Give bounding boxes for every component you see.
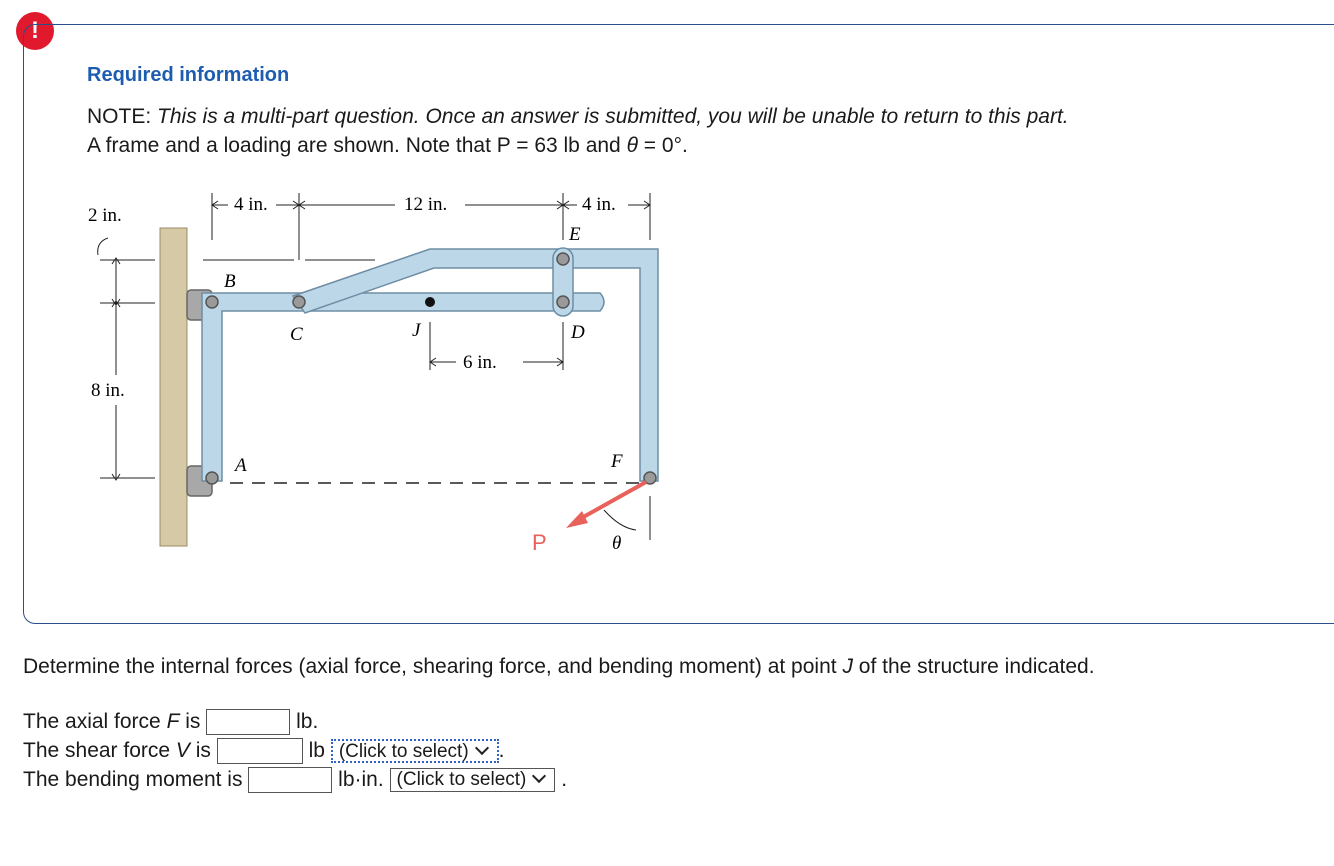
label-a: A bbox=[235, 455, 247, 476]
pin-a bbox=[206, 472, 218, 484]
pin-c bbox=[293, 296, 305, 308]
moment-unit: lb·in. bbox=[338, 768, 384, 791]
desc-theta: θ bbox=[626, 134, 638, 157]
shear-force-row bbox=[23, 737, 505, 765]
moment-direction-select[interactable] bbox=[390, 768, 556, 792]
chevron-down-icon bbox=[475, 741, 489, 755]
bending-moment-row bbox=[23, 766, 567, 794]
dim-2in: 2 in. bbox=[88, 205, 122, 226]
pin-e bbox=[557, 253, 569, 265]
question-point: J bbox=[842, 655, 853, 678]
load-arrow-p bbox=[578, 482, 646, 520]
moment-period: . bbox=[561, 768, 568, 791]
shear-symbol: V bbox=[175, 739, 190, 762]
note-label: NOTE: bbox=[87, 105, 152, 128]
bending-moment-input[interactable] bbox=[248, 767, 332, 793]
note-body: This is a multi-part question. Once an answer is submitted, you will be unable to return to this part. bbox=[157, 105, 1069, 128]
note-text bbox=[87, 105, 1069, 129]
question-prefix: Determine the internal forces (axial force, shearing force, and bending moment) at point bbox=[23, 655, 843, 678]
wall-support bbox=[160, 228, 187, 546]
dim-4in-right: 4 in. bbox=[582, 194, 616, 215]
label-c: C bbox=[290, 324, 303, 345]
dim-4in-left: 4 in. bbox=[234, 194, 268, 215]
shear-label-a: The shear force bbox=[23, 739, 176, 762]
desc-prefix: A frame and a loading are shown. Note that P = 63 lb and bbox=[87, 134, 627, 157]
shear-unit: lb bbox=[308, 739, 325, 762]
pin-d bbox=[557, 296, 569, 308]
label-b: B bbox=[224, 271, 236, 292]
point-j-marker bbox=[425, 297, 435, 307]
dim-12in: 12 in. bbox=[404, 194, 448, 215]
shear-force-input[interactable] bbox=[217, 738, 303, 764]
label-theta: θ bbox=[612, 533, 622, 554]
alert-icon: ! bbox=[16, 12, 54, 50]
label-f: F bbox=[611, 451, 623, 472]
label-e: E bbox=[569, 224, 581, 245]
frame-figure bbox=[84, 182, 684, 562]
dim-8in: 8 in. bbox=[91, 380, 125, 401]
axial-label-b: is bbox=[179, 710, 201, 733]
chevron-down-icon bbox=[532, 769, 546, 783]
label-d: D bbox=[571, 322, 585, 343]
member-abd bbox=[202, 293, 604, 481]
shear-select-label: (Click to select) bbox=[338, 741, 469, 763]
shear-period: . bbox=[498, 739, 505, 762]
moment-label: The bending moment is bbox=[23, 768, 243, 791]
axial-force-input[interactable] bbox=[206, 709, 290, 735]
label-p: P bbox=[532, 530, 547, 555]
dim-6in: 6 in. bbox=[463, 352, 497, 373]
desc-suffix: = 0°. bbox=[637, 134, 688, 157]
axial-force-row bbox=[23, 708, 318, 736]
axial-symbol: F bbox=[166, 710, 180, 733]
problem-description bbox=[87, 134, 688, 158]
axial-unit: lb. bbox=[296, 710, 319, 733]
label-j: J bbox=[412, 320, 421, 341]
shear-label-b: is bbox=[189, 739, 211, 762]
question-text bbox=[23, 655, 1095, 679]
shear-direction-select[interactable] bbox=[331, 739, 499, 763]
pin-b bbox=[206, 296, 218, 308]
moment-select-label: (Click to select) bbox=[396, 769, 527, 791]
question-suffix: of the structure indicated. bbox=[852, 655, 1095, 678]
axial-label-a: The axial force bbox=[23, 710, 167, 733]
load-arrowhead bbox=[566, 511, 588, 528]
required-info-title: Required information bbox=[87, 64, 290, 86]
